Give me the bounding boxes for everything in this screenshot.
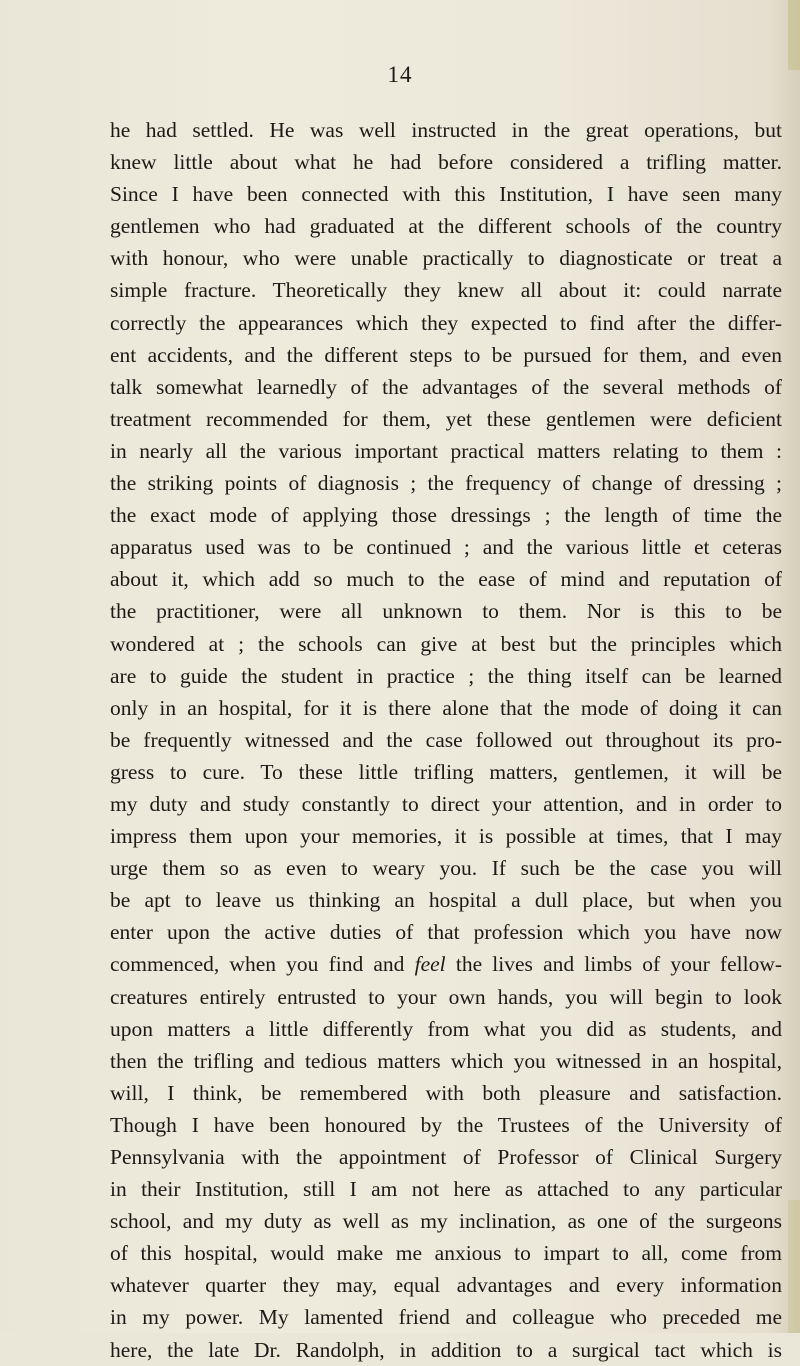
text-line-31: will, I think, be remembered with both pleasure and satisfaction. <box>110 1080 782 1105</box>
text-line-25: be apt to leave us thinking an hospital a dull place, but when you <box>110 888 782 913</box>
text-line-35: school, and my duty as well as my inclination, as one of the surgeons <box>110 1209 782 1234</box>
body-text <box>110 114 782 1366</box>
text-line-12: the striking points of diagnosis ; the frequency of change of dressing ; <box>110 471 782 496</box>
text-line-32: Though I have been honoured by the Trustees of the University of <box>110 1112 782 1137</box>
emphasis-feel: feel <box>414 952 446 977</box>
text-line-7: correctly the appearances which they expected to find after the differ- <box>110 310 782 335</box>
text-line-36: of this hospital, would make me anxious to impart to all, come from <box>110 1241 782 1266</box>
text-line-29: upon matters a little differently from what you did as students, and <box>110 1016 782 1041</box>
text-line-1: he had settled. He was well instructed in the great operations, but <box>110 118 782 142</box>
text-line-6: simple fracture. Theoretically they knew all about it: could narrate <box>110 278 782 303</box>
text-line-15: about it, which add so much to the ease of mind and reputation of <box>110 567 782 592</box>
text-line-27-before: commenced, when you find and <box>110 952 415 977</box>
text-line-16: the practitioner, were all unknown to them. Nor is this to be <box>110 599 782 624</box>
text-line-14: apparatus used was to be continued ; and the various little et ceteras <box>110 535 782 560</box>
text-line-18: are to guide the student in practice ; the thing itself can be learned <box>110 663 782 688</box>
text-line-19: only in an hospital, for it is there alone that the mode of doing it can <box>110 695 782 720</box>
page-edge-stain-bottom <box>788 1200 800 1333</box>
text-line-34: in their Institution, still I am not here as attached to any particular <box>110 1177 782 1202</box>
page-number: 14 <box>387 62 413 87</box>
text-line-33: Pennsylvania with the appointment of Professor of Clinical Surgery <box>110 1145 782 1169</box>
text-line-22: my duty and study constantly to direct your attention, and in order to <box>110 791 782 816</box>
text-line-4: gentlemen who had graduated at the different schools of the country <box>110 214 782 239</box>
text-line-30: then the trifling and tedious matters which you witnessed in an hospital, <box>110 1048 782 1073</box>
text-line-11: in nearly all the various important practical matters relating to them : <box>110 438 782 463</box>
text-line-17: wondered at ; the schools can give at best but the principles which <box>110 631 782 656</box>
text-line-39: here, the late Dr. Randolph, in addition to a surgical tact which is <box>110 1337 782 1362</box>
text-line-27-after: the lives and limbs of your fellow- <box>445 952 782 977</box>
page-edge-stain-top <box>788 0 800 70</box>
text-line-3: Since I have been connected with this Institution, I have seen many <box>110 182 782 207</box>
text-line-9: talk somewhat learnedly of the advantages of the several methods of <box>110 374 782 399</box>
text-line-13: the exact mode of applying those dressings ; the length of time the <box>110 503 782 528</box>
text-line-10: treatment recommended for them, yet these gentlemen were deficient <box>110 406 782 431</box>
text-line-2: knew little about what he had before considered a trifling matter. <box>110 150 782 175</box>
text-line-20: be frequently witnessed and the case followed out throughout its pro- <box>110 727 782 752</box>
text-line-8: ent accidents, and the different steps to be pursued for them, and even <box>110 342 782 367</box>
text-line-37: whatever quarter they may, equal advantages and every information <box>110 1273 782 1298</box>
text-line-23: impress them upon your memories, it is possible at times, that I may <box>110 824 782 849</box>
text-line-38: in my power. My lamented friend and colleague who preceded me <box>110 1305 782 1330</box>
text-line-24: urge them so as even to weary you. If such be the case you will <box>110 856 782 881</box>
text-line-26: enter upon the active duties of that profession which you have now <box>110 920 782 945</box>
text-line-21: gress to cure. To these little trifling matters, gentlemen, it will be <box>110 759 782 784</box>
text-line-28: creatures entirely entrusted to your own hands, you will begin to look <box>110 984 782 1009</box>
text-line-5: with honour, who were unable practically to diagnosticate or treat a <box>110 246 782 271</box>
text-line-27 <box>110 948 782 980</box>
